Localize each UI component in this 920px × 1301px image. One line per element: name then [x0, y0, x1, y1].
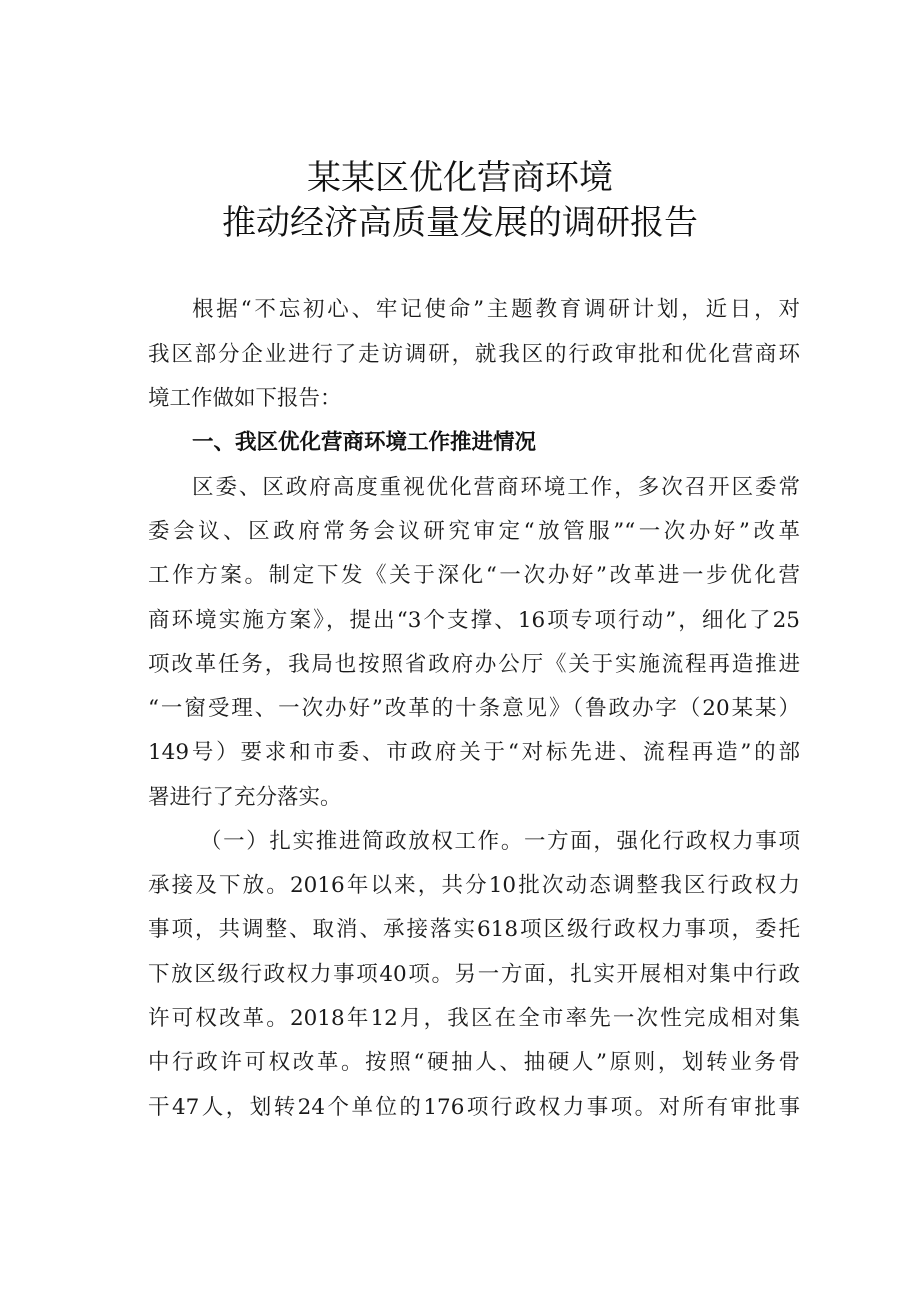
paragraph-2-line-6: 中行政许可权改革。按照“硬抽人、抽硬人”原则，划转业务骨	[148, 1050, 800, 1075]
intro-line-3: 境工作做如下报告：	[148, 386, 342, 411]
paragraph-2-line-4: 下放区级行政权力事项40项。另一方面，扎实开展相对集中行政	[148, 962, 800, 987]
section-heading: 一、我区优化营商环境工作推进情况	[192, 430, 537, 455]
paragraph-2-line-2: 承接及下放。2016年以来，共分10批次动态调整我区行政权力	[148, 873, 800, 898]
paragraph-2-line-5: 许可权改革。2018年12月，我区在全市率先一次性完成相对集	[148, 1006, 800, 1031]
paragraph-1-line-2: 委会议、区政府常务会议研究审定“放管服”“一次办好”改革	[148, 519, 800, 544]
paragraph-1-line-4: 商环境实施方案》，提出“3个支撑、16项专项行动”，细化了25	[148, 608, 800, 633]
paragraph-1-line-8: 署进行了充分落实。	[148, 785, 342, 810]
paragraph-1-line-6: “一窗受理、一次办好”改革的十条意见》（鲁政办字（20某某）	[148, 696, 800, 721]
paragraph-1-line-5: 项改革任务，我局也按照省政府办公厅《关于实施流程再造推进	[148, 652, 800, 677]
paragraph-1-line-3: 工作方案。制定下发《关于深化“一次办好”改革进一步优化营	[148, 563, 800, 588]
paragraph-1-line-7: 149号）要求和市委、市政府关于“对标先进、流程再造”的部	[148, 740, 800, 765]
paragraph-2-line-7: 干47人，划转24个单位的176项行政权力事项。对所有审批事	[148, 1095, 800, 1120]
document-title-line-2: 推动经济高质量发展的调研报告	[222, 203, 698, 243]
paragraph-2-line-1: （一）扎实推进简政放权工作。一方面，强化行政权力事项	[200, 829, 800, 854]
document-title-line-1: 某某区优化营商环境	[307, 158, 613, 198]
paragraph-1-line-1: 区委、区政府高度重视优化营商环境工作，多次召开区委常	[192, 475, 800, 500]
intro-line-1: 根据“不忘初心、牢记使命”主题教育调研计划，近日，对	[192, 297, 800, 322]
intro-line-2: 我区部分企业进行了走访调研，就我区的行政审批和优化营商环	[148, 342, 800, 367]
paragraph-2-line-3: 事项，共调整、取消、承接落实618项区级行政权力事项，委托	[148, 917, 800, 942]
